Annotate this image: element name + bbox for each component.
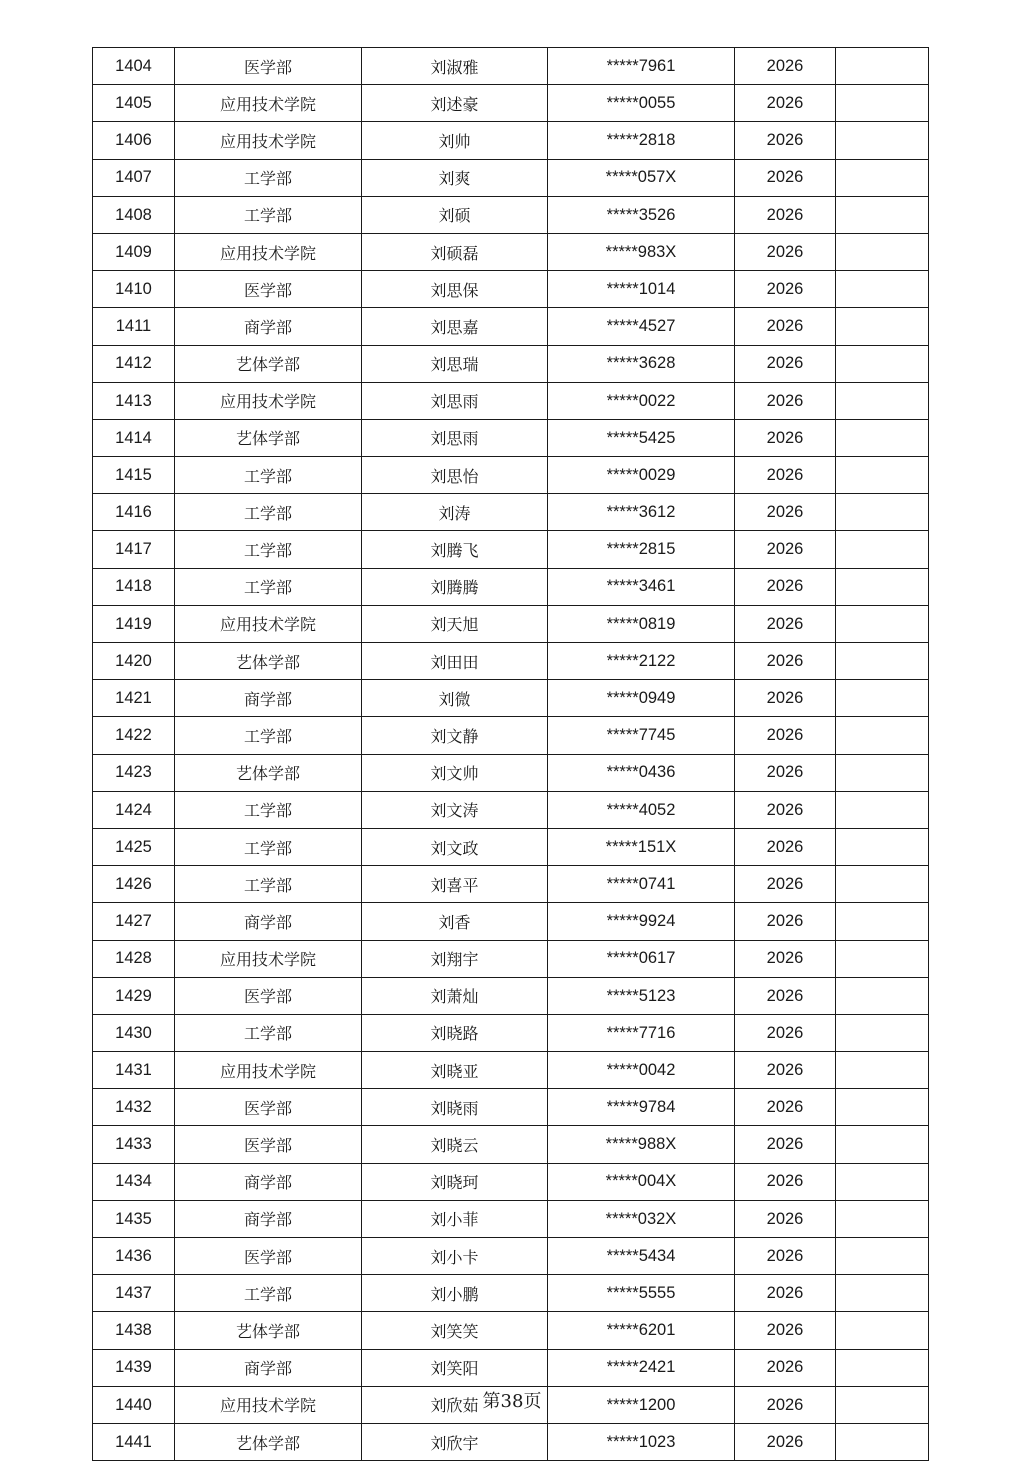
table-row bbox=[93, 605, 929, 642]
cell-department: 医学部 bbox=[175, 1126, 362, 1163]
cell-id-masked: *****004X bbox=[548, 1163, 735, 1200]
cell-year: 2026 bbox=[735, 1386, 836, 1423]
cell-department: 医学部 bbox=[175, 1089, 362, 1126]
cell-row-number: 1413 bbox=[93, 382, 175, 419]
cell-remark bbox=[836, 754, 929, 791]
cell-department: 工学部 bbox=[175, 531, 362, 568]
cell-id-masked: *****983X bbox=[548, 233, 735, 270]
table-row bbox=[93, 271, 929, 308]
cell-department: 应用技术学院 bbox=[175, 605, 362, 642]
cell-remark bbox=[836, 271, 929, 308]
cell-year: 2026 bbox=[735, 605, 836, 642]
cell-department: 工学部 bbox=[175, 159, 362, 196]
table-row bbox=[93, 1275, 929, 1312]
cell-student-name: 刘欣宇 bbox=[362, 1423, 548, 1460]
cell-row-number: 1410 bbox=[93, 271, 175, 308]
cell-remark bbox=[836, 1200, 929, 1237]
cell-remark bbox=[836, 1126, 929, 1163]
cell-student-name: 刘思保 bbox=[362, 271, 548, 308]
cell-remark bbox=[836, 791, 929, 828]
cell-year: 2026 bbox=[735, 308, 836, 345]
cell-student-name: 刘硕磊 bbox=[362, 233, 548, 270]
cell-student-name: 刘小鹏 bbox=[362, 1275, 548, 1312]
cell-year: 2026 bbox=[735, 1238, 836, 1275]
table-row bbox=[93, 85, 929, 122]
cell-department: 艺体学部 bbox=[175, 643, 362, 680]
table-row bbox=[93, 531, 929, 568]
cell-remark bbox=[836, 605, 929, 642]
table-row bbox=[93, 1126, 929, 1163]
cell-year: 2026 bbox=[735, 233, 836, 270]
table-row bbox=[93, 977, 929, 1014]
cell-student-name: 刘文静 bbox=[362, 717, 548, 754]
cell-remark bbox=[836, 940, 929, 977]
cell-id-masked: *****5123 bbox=[548, 977, 735, 1014]
table-row bbox=[93, 494, 929, 531]
cell-id-masked: *****0617 bbox=[548, 940, 735, 977]
table-row bbox=[93, 196, 929, 233]
cell-id-masked: *****3628 bbox=[548, 345, 735, 382]
cell-department: 应用技术学院 bbox=[175, 233, 362, 270]
cell-year: 2026 bbox=[735, 717, 836, 754]
cell-student-name: 刘翔宇 bbox=[362, 940, 548, 977]
cell-id-masked: *****4527 bbox=[548, 308, 735, 345]
cell-id-masked: *****9784 bbox=[548, 1089, 735, 1126]
cell-student-name: 刘小菲 bbox=[362, 1200, 548, 1237]
cell-year: 2026 bbox=[735, 345, 836, 382]
cell-year: 2026 bbox=[735, 382, 836, 419]
cell-remark bbox=[836, 903, 929, 940]
cell-row-number: 1428 bbox=[93, 940, 175, 977]
cell-id-masked: *****1200 bbox=[548, 1386, 735, 1423]
cell-id-masked: *****2421 bbox=[548, 1349, 735, 1386]
cell-id-masked: *****0436 bbox=[548, 754, 735, 791]
cell-department: 商学部 bbox=[175, 308, 362, 345]
cell-year: 2026 bbox=[735, 531, 836, 568]
cell-department: 商学部 bbox=[175, 1163, 362, 1200]
table-row bbox=[93, 159, 929, 196]
cell-year: 2026 bbox=[735, 568, 836, 605]
table-row bbox=[93, 345, 929, 382]
cell-row-number: 1409 bbox=[93, 233, 175, 270]
cell-id-masked: *****151X bbox=[548, 828, 735, 865]
cell-row-number: 1425 bbox=[93, 828, 175, 865]
cell-id-masked: *****1014 bbox=[548, 271, 735, 308]
cell-row-number: 1421 bbox=[93, 680, 175, 717]
cell-row-number: 1411 bbox=[93, 308, 175, 345]
cell-year: 2026 bbox=[735, 1163, 836, 1200]
cell-row-number: 1438 bbox=[93, 1312, 175, 1349]
cell-student-name: 刘天旭 bbox=[362, 605, 548, 642]
cell-remark bbox=[836, 977, 929, 1014]
cell-year: 2026 bbox=[735, 1349, 836, 1386]
cell-year: 2026 bbox=[735, 680, 836, 717]
cell-year: 2026 bbox=[735, 419, 836, 456]
cell-year: 2026 bbox=[735, 159, 836, 196]
cell-student-name: 刘帅 bbox=[362, 122, 548, 159]
cell-student-name: 刘思瑞 bbox=[362, 345, 548, 382]
cell-remark bbox=[836, 308, 929, 345]
cell-row-number: 1422 bbox=[93, 717, 175, 754]
cell-department: 商学部 bbox=[175, 680, 362, 717]
cell-year: 2026 bbox=[735, 1089, 836, 1126]
cell-department: 工学部 bbox=[175, 1014, 362, 1051]
cell-year: 2026 bbox=[735, 1052, 836, 1089]
cell-row-number: 1420 bbox=[93, 643, 175, 680]
table-row bbox=[93, 568, 929, 605]
cell-department: 艺体学部 bbox=[175, 754, 362, 791]
cell-department: 工学部 bbox=[175, 494, 362, 531]
cell-department: 工学部 bbox=[175, 828, 362, 865]
cell-id-masked: *****032X bbox=[548, 1200, 735, 1237]
table-row bbox=[93, 382, 929, 419]
cell-year: 2026 bbox=[735, 643, 836, 680]
cell-year: 2026 bbox=[735, 828, 836, 865]
table-row bbox=[93, 419, 929, 456]
cell-id-masked: *****7716 bbox=[548, 1014, 735, 1051]
roster-body bbox=[93, 48, 929, 1461]
cell-id-masked: *****3461 bbox=[548, 568, 735, 605]
cell-id-masked: *****988X bbox=[548, 1126, 735, 1163]
table-row bbox=[93, 680, 929, 717]
table-row bbox=[93, 308, 929, 345]
cell-id-masked: *****0042 bbox=[548, 1052, 735, 1089]
cell-id-masked: *****2815 bbox=[548, 531, 735, 568]
cell-row-number: 1437 bbox=[93, 1275, 175, 1312]
cell-row-number: 1426 bbox=[93, 866, 175, 903]
cell-remark bbox=[836, 568, 929, 605]
cell-year: 2026 bbox=[735, 1126, 836, 1163]
cell-student-name: 刘文涛 bbox=[362, 791, 548, 828]
cell-student-name: 刘述豪 bbox=[362, 85, 548, 122]
cell-department: 艺体学部 bbox=[175, 1312, 362, 1349]
table-row bbox=[93, 1200, 929, 1237]
cell-remark bbox=[836, 643, 929, 680]
cell-student-name: 刘思雨 bbox=[362, 419, 548, 456]
cell-id-masked: *****3612 bbox=[548, 494, 735, 531]
cell-student-name: 刘田田 bbox=[362, 643, 548, 680]
cell-row-number: 1405 bbox=[93, 85, 175, 122]
cell-row-number: 1427 bbox=[93, 903, 175, 940]
cell-remark bbox=[836, 531, 929, 568]
cell-row-number: 1419 bbox=[93, 605, 175, 642]
cell-row-number: 1440 bbox=[93, 1386, 175, 1423]
cell-year: 2026 bbox=[735, 1312, 836, 1349]
cell-row-number: 1418 bbox=[93, 568, 175, 605]
cell-department: 医学部 bbox=[175, 48, 362, 85]
cell-remark bbox=[836, 1275, 929, 1312]
cell-student-name: 刘萧灿 bbox=[362, 977, 548, 1014]
table-row bbox=[93, 1163, 929, 1200]
cell-id-masked: *****5434 bbox=[548, 1238, 735, 1275]
cell-student-name: 刘硕 bbox=[362, 196, 548, 233]
cell-id-masked: *****7745 bbox=[548, 717, 735, 754]
cell-row-number: 1417 bbox=[93, 531, 175, 568]
cell-department: 艺体学部 bbox=[175, 1423, 362, 1460]
cell-student-name: 刘笑笑 bbox=[362, 1312, 548, 1349]
cell-remark bbox=[836, 1423, 929, 1460]
cell-row-number: 1416 bbox=[93, 494, 175, 531]
cell-year: 2026 bbox=[735, 1014, 836, 1051]
cell-student-name: 刘爽 bbox=[362, 159, 548, 196]
cell-row-number: 1431 bbox=[93, 1052, 175, 1089]
cell-row-number: 1407 bbox=[93, 159, 175, 196]
cell-student-name: 刘思嘉 bbox=[362, 308, 548, 345]
cell-row-number: 1429 bbox=[93, 977, 175, 1014]
cell-remark bbox=[836, 457, 929, 494]
cell-year: 2026 bbox=[735, 903, 836, 940]
cell-id-masked: *****0022 bbox=[548, 382, 735, 419]
cell-department: 应用技术学院 bbox=[175, 1052, 362, 1089]
cell-department: 商学部 bbox=[175, 1349, 362, 1386]
cell-student-name: 刘文政 bbox=[362, 828, 548, 865]
cell-student-name: 刘喜平 bbox=[362, 866, 548, 903]
cell-row-number: 1439 bbox=[93, 1349, 175, 1386]
cell-row-number: 1408 bbox=[93, 196, 175, 233]
cell-student-name: 刘腾飞 bbox=[362, 531, 548, 568]
cell-student-name: 刘笑阳 bbox=[362, 1349, 548, 1386]
cell-remark bbox=[836, 196, 929, 233]
cell-remark bbox=[836, 419, 929, 456]
cell-year: 2026 bbox=[735, 754, 836, 791]
cell-department: 应用技术学院 bbox=[175, 940, 362, 977]
cell-student-name: 刘思怡 bbox=[362, 457, 548, 494]
table-row bbox=[93, 457, 929, 494]
table-row bbox=[93, 866, 929, 903]
cell-row-number: 1424 bbox=[93, 791, 175, 828]
cell-student-name: 刘欣茹 bbox=[362, 1386, 548, 1423]
cell-id-masked: *****5425 bbox=[548, 419, 735, 456]
cell-remark bbox=[836, 494, 929, 531]
cell-student-name: 刘晓雨 bbox=[362, 1089, 548, 1126]
cell-remark bbox=[836, 48, 929, 85]
cell-year: 2026 bbox=[735, 271, 836, 308]
cell-id-masked: *****0741 bbox=[548, 866, 735, 903]
cell-remark bbox=[836, 233, 929, 270]
cell-id-masked: *****2122 bbox=[548, 643, 735, 680]
cell-remark bbox=[836, 680, 929, 717]
cell-year: 2026 bbox=[735, 457, 836, 494]
cell-year: 2026 bbox=[735, 196, 836, 233]
cell-student-name: 刘淑雅 bbox=[362, 48, 548, 85]
table-row bbox=[93, 717, 929, 754]
table-row bbox=[93, 233, 929, 270]
cell-department: 应用技术学院 bbox=[175, 122, 362, 159]
table-row bbox=[93, 122, 929, 159]
cell-row-number: 1432 bbox=[93, 1089, 175, 1126]
cell-id-masked: *****7961 bbox=[548, 48, 735, 85]
table-row bbox=[93, 1423, 929, 1460]
cell-department: 应用技术学院 bbox=[175, 1386, 362, 1423]
cell-id-masked: *****1023 bbox=[548, 1423, 735, 1460]
cell-department: 应用技术学院 bbox=[175, 382, 362, 419]
cell-department: 工学部 bbox=[175, 866, 362, 903]
cell-id-masked: *****0055 bbox=[548, 85, 735, 122]
table-row bbox=[93, 828, 929, 865]
cell-row-number: 1441 bbox=[93, 1423, 175, 1460]
cell-student-name: 刘腾腾 bbox=[362, 568, 548, 605]
cell-id-masked: *****2818 bbox=[548, 122, 735, 159]
cell-row-number: 1412 bbox=[93, 345, 175, 382]
cell-row-number: 1406 bbox=[93, 122, 175, 159]
cell-department: 工学部 bbox=[175, 1275, 362, 1312]
cell-row-number: 1415 bbox=[93, 457, 175, 494]
page-number: 第38页 bbox=[482, 1391, 542, 1412]
cell-row-number: 1435 bbox=[93, 1200, 175, 1237]
cell-department: 工学部 bbox=[175, 457, 362, 494]
cell-department: 商学部 bbox=[175, 903, 362, 940]
cell-remark bbox=[836, 159, 929, 196]
cell-department: 医学部 bbox=[175, 977, 362, 1014]
cell-year: 2026 bbox=[735, 494, 836, 531]
cell-student-name: 刘小卡 bbox=[362, 1238, 548, 1275]
cell-remark bbox=[836, 1312, 929, 1349]
table-row bbox=[93, 1238, 929, 1275]
cell-remark bbox=[836, 1349, 929, 1386]
cell-id-masked: *****0819 bbox=[548, 605, 735, 642]
table-row bbox=[93, 1014, 929, 1051]
cell-id-masked: *****6201 bbox=[548, 1312, 735, 1349]
student-roster-table bbox=[92, 47, 929, 1461]
cell-row-number: 1404 bbox=[93, 48, 175, 85]
cell-year: 2026 bbox=[735, 1275, 836, 1312]
cell-year: 2026 bbox=[735, 1200, 836, 1237]
cell-student-name: 刘晓云 bbox=[362, 1126, 548, 1163]
cell-department: 商学部 bbox=[175, 1200, 362, 1237]
cell-remark bbox=[836, 1052, 929, 1089]
cell-year: 2026 bbox=[735, 940, 836, 977]
cell-department: 工学部 bbox=[175, 568, 362, 605]
cell-remark bbox=[836, 345, 929, 382]
cell-id-masked: *****057X bbox=[548, 159, 735, 196]
table-row bbox=[93, 1089, 929, 1126]
cell-student-name: 刘涛 bbox=[362, 494, 548, 531]
table-row bbox=[93, 940, 929, 977]
cell-year: 2026 bbox=[735, 85, 836, 122]
cell-department: 工学部 bbox=[175, 717, 362, 754]
cell-remark bbox=[836, 866, 929, 903]
cell-remark bbox=[836, 717, 929, 754]
table-row bbox=[93, 48, 929, 85]
cell-row-number: 1423 bbox=[93, 754, 175, 791]
cell-student-name: 刘晓路 bbox=[362, 1014, 548, 1051]
cell-department: 医学部 bbox=[175, 1238, 362, 1275]
cell-id-masked: *****0949 bbox=[548, 680, 735, 717]
cell-department: 工学部 bbox=[175, 791, 362, 828]
cell-remark bbox=[836, 1238, 929, 1275]
cell-year: 2026 bbox=[735, 977, 836, 1014]
cell-remark bbox=[836, 382, 929, 419]
cell-row-number: 1414 bbox=[93, 419, 175, 456]
cell-student-name: 刘文帅 bbox=[362, 754, 548, 791]
cell-row-number: 1430 bbox=[93, 1014, 175, 1051]
cell-student-name: 刘晓亚 bbox=[362, 1052, 548, 1089]
cell-department: 应用技术学院 bbox=[175, 85, 362, 122]
cell-department: 工学部 bbox=[175, 196, 362, 233]
cell-year: 2026 bbox=[735, 791, 836, 828]
cell-remark bbox=[836, 1014, 929, 1051]
cell-year: 2026 bbox=[735, 48, 836, 85]
table-row bbox=[93, 754, 929, 791]
cell-id-masked: *****3526 bbox=[548, 196, 735, 233]
cell-department: 医学部 bbox=[175, 271, 362, 308]
cell-id-masked: *****5555 bbox=[548, 1275, 735, 1312]
cell-year: 2026 bbox=[735, 1423, 836, 1460]
cell-student-name: 刘思雨 bbox=[362, 382, 548, 419]
cell-id-masked: *****4052 bbox=[548, 791, 735, 828]
cell-id-masked: *****9924 bbox=[548, 903, 735, 940]
table-row bbox=[93, 1312, 929, 1349]
cell-year: 2026 bbox=[735, 866, 836, 903]
table-row bbox=[93, 1052, 929, 1089]
cell-row-number: 1433 bbox=[93, 1126, 175, 1163]
cell-row-number: 1434 bbox=[93, 1163, 175, 1200]
cell-student-name: 刘微 bbox=[362, 680, 548, 717]
table-row bbox=[93, 1349, 929, 1386]
cell-department: 艺体学部 bbox=[175, 419, 362, 456]
cell-remark bbox=[836, 1163, 929, 1200]
cell-year: 2026 bbox=[735, 122, 836, 159]
cell-remark bbox=[836, 1089, 929, 1126]
table-row bbox=[93, 903, 929, 940]
cell-id-masked: *****0029 bbox=[548, 457, 735, 494]
cell-remark bbox=[836, 828, 929, 865]
cell-student-name: 刘晓珂 bbox=[362, 1163, 548, 1200]
cell-row-number: 1436 bbox=[93, 1238, 175, 1275]
cell-remark bbox=[836, 122, 929, 159]
cell-remark bbox=[836, 85, 929, 122]
cell-student-name: 刘香 bbox=[362, 903, 548, 940]
cell-department: 艺体学部 bbox=[175, 345, 362, 382]
table-row bbox=[93, 791, 929, 828]
table-row bbox=[93, 643, 929, 680]
